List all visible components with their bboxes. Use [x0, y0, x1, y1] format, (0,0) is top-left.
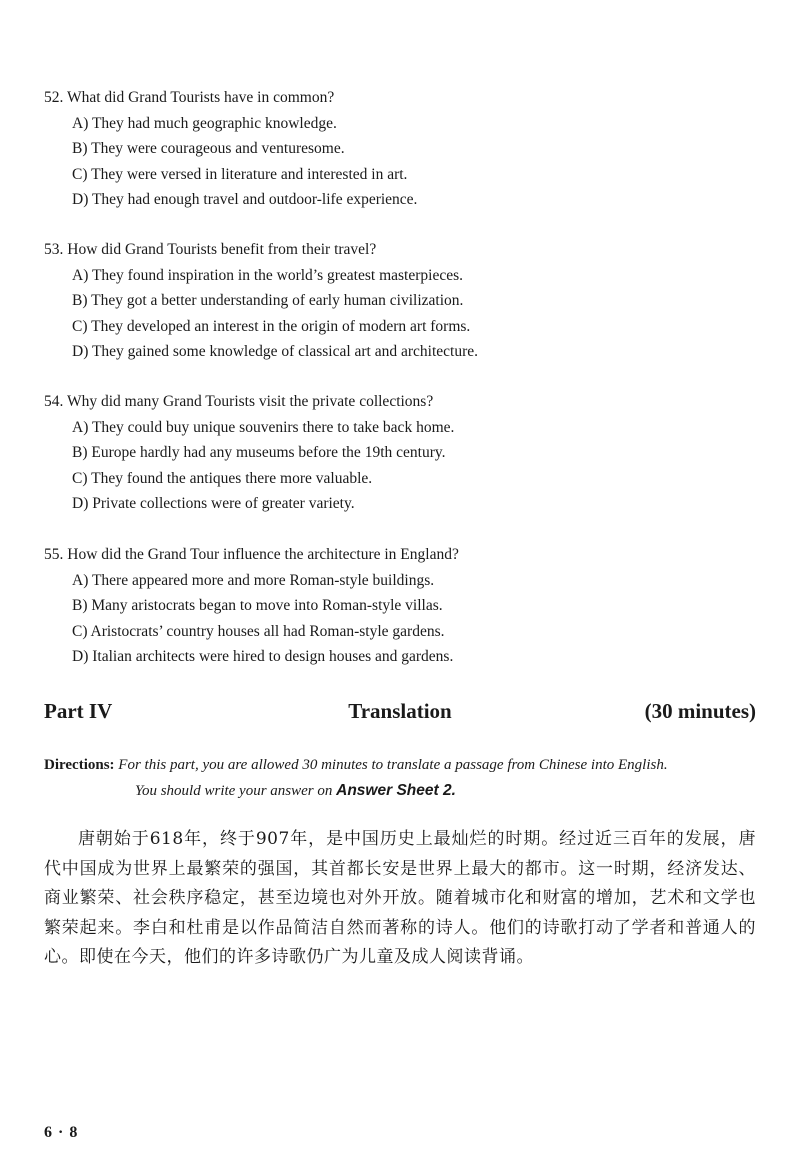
option-a: A) They found inspiration in the world’s greatest masterpieces.: [72, 266, 463, 284]
directions-line-1: [44, 752, 764, 778]
question-54: [44, 389, 764, 517]
option-d: D) Private collections were of greater variety.: [72, 495, 355, 512]
directions-text-2: You should write your answer on: [135, 783, 333, 799]
option-c: C) They were versed in literature and interested in art.: [72, 165, 408, 183]
question-stem: 54. Why did many Grand Tourists visit the private collections?: [44, 393, 434, 410]
directions-line-2: [44, 778, 764, 804]
part-header: [44, 696, 756, 726]
translation-passage: 唐朝始于618年，终于907年，是中国历史上最灿烂的时期。经过近三百年的发展，唐代中国成为世界上最繁荣的强国，其首都长安是世界上最大的都市。这一时期，经济发达、商业繁荣、社会秩序稳定，甚至边境也对外开放。随着城市化和财富的增加，艺术和文学也繁荣起来。李白和杜甫是以作品简洁自然而著称的诗人。他们的诗歌打动了学者和普通人的心。即使在今天，他们的许多诗歌仍广为儿童及成人阅读背诵。: [44, 829, 756, 967]
part-time: (30 minutes): [644, 699, 756, 723]
option-b: B) Many aristocrats began to move into Roman-style villas.: [72, 597, 443, 614]
part-number: Part IV: [44, 699, 113, 723]
question-stem: 52. What did Grand Tourists have in common?: [44, 89, 335, 106]
option-b: B) Europe hardly had any museums before the 19th century.: [72, 444, 446, 461]
directions-text: For this part, you are allowed 30 minutes to translate a passage from Chinese into English.: [118, 757, 668, 773]
question-52: [44, 85, 764, 213]
option-a: A) They had much geographic knowledge.: [72, 114, 337, 132]
directions: [44, 752, 764, 804]
option-b: B) They were courageous and venturesome.: [72, 140, 345, 157]
question-53: [44, 237, 764, 365]
option-c: C) They found the antiques there more valuable.: [72, 469, 373, 487]
answer-sheet-label: Answer Sheet 2.: [336, 782, 456, 799]
part-title: Translation: [348, 699, 452, 723]
question-stem: 53. How did Grand Tourists benefit from their travel?: [44, 241, 377, 258]
directions-separator: :: [109, 757, 115, 773]
directions-label: Directions: [44, 757, 110, 773]
option-d: D) They gained some knowledge of classical art and architecture.: [72, 343, 478, 360]
option-b: B) They got a better understanding of early human civilization.: [72, 292, 464, 309]
option-a: A) There appeared more and more Roman-style buildings.: [72, 571, 435, 589]
question-55: [44, 542, 764, 670]
page-number: 6 · 8: [44, 1124, 79, 1141]
option-c: C) Aristocrats’ country houses all had Roman-style gardens.: [72, 622, 445, 640]
option-a: A) They could buy unique souvenirs there to take back home.: [72, 418, 455, 436]
option-d: D) Italian architects were hired to design houses and gardens.: [72, 648, 454, 665]
option-c: C) They developed an interest in the origin of modern art forms.: [72, 317, 471, 335]
question-stem: 55. How did the Grand Tour influence the architecture in England?: [44, 546, 459, 563]
option-d: D) They had enough travel and outdoor-life experience.: [72, 191, 418, 208]
